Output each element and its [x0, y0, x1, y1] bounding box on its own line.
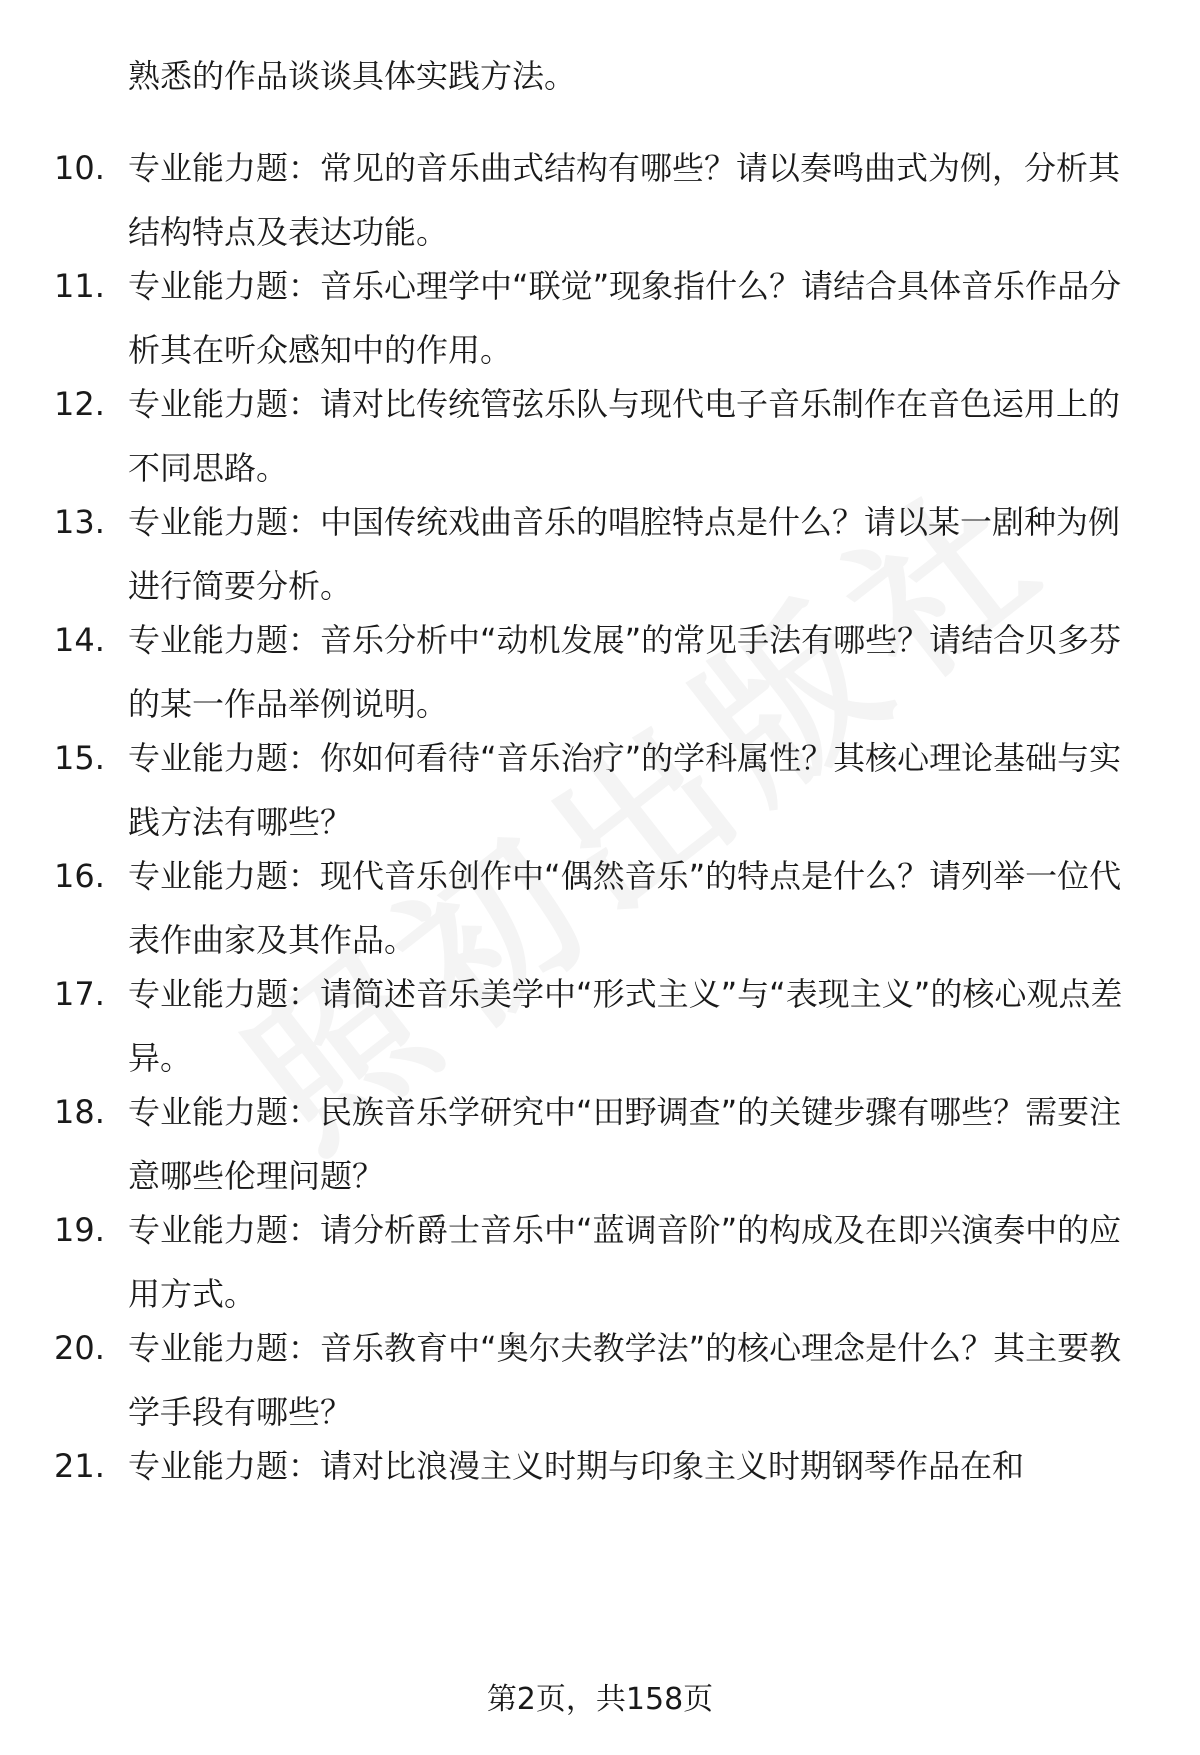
- item-number: 15.: [54, 739, 105, 777]
- item-number: 13.: [54, 503, 105, 541]
- item-number: 18.: [54, 1093, 105, 1131]
- item-text: 专业能力题：现代音乐创作中“偶然音乐”的特点是什么？请列举一位代表作曲家及其作品。: [128, 857, 1122, 959]
- item-number: 17.: [54, 975, 105, 1013]
- item-number: 19.: [54, 1211, 105, 1249]
- item-text: 专业能力题：民族音乐学研究中“田野调查”的关键步骤有哪些？需要注意哪些伦理问题？: [128, 1093, 1122, 1195]
- item-text: 专业能力题：音乐心理学中“联觉”现象指什么？请结合具体音乐作品分析其在听众感知中的作用。: [128, 267, 1122, 369]
- item-number: 14.: [54, 621, 105, 659]
- item-number: 11.: [54, 267, 105, 305]
- item-number: 21.: [54, 1447, 105, 1485]
- item-text: 专业能力题：中国传统戏曲音乐的唱腔特点是什么？请以某一剧种为例进行简要分析。: [128, 503, 1121, 605]
- item-text: 专业能力题：请分析爵士音乐中“蓝调音阶”的构成及在即兴演奏中的应用方式。: [128, 1211, 1122, 1313]
- item-number: 12.: [54, 385, 105, 423]
- item-text: 熟悉的作品谈谈具体实践方法。: [128, 57, 577, 95]
- page-footer: 第2页，共158页: [486, 1682, 714, 1717]
- item-text: 专业能力题：常见的音乐曲式结构有哪些？请以奏鸣曲式为例，分析其结构特点及表达功能。: [128, 149, 1121, 251]
- item-number: 16.: [54, 857, 105, 895]
- item-text: 专业能力题：请简述音乐美学中“形式主义”与“表现主义”的核心观点差异。: [128, 975, 1123, 1077]
- item-text: 专业能力题：音乐教育中“奥尔夫教学法”的核心理念是什么？其主要教学手段有哪些？: [128, 1329, 1122, 1431]
- item-text: 专业能力题：请对比传统管弦乐队与现代电子音乐制作在音色运用上的不同思路。: [128, 385, 1121, 487]
- item-number: 20.: [54, 1329, 105, 1367]
- item-text: 专业能力题：你如何看待“音乐治疗”的学科属性？其核心理论基础与实践方法有哪些？: [128, 739, 1122, 841]
- item-text: 专业能力题：音乐分析中“动机发展”的常见手法有哪些？请结合贝多芬的某一作品举例说明。: [128, 621, 1122, 723]
- item-number: 10.: [54, 149, 105, 187]
- item-text: 专业能力题：请对比浪漫主义时期与印象主义时期钢琴作品在和: [128, 1447, 1025, 1485]
